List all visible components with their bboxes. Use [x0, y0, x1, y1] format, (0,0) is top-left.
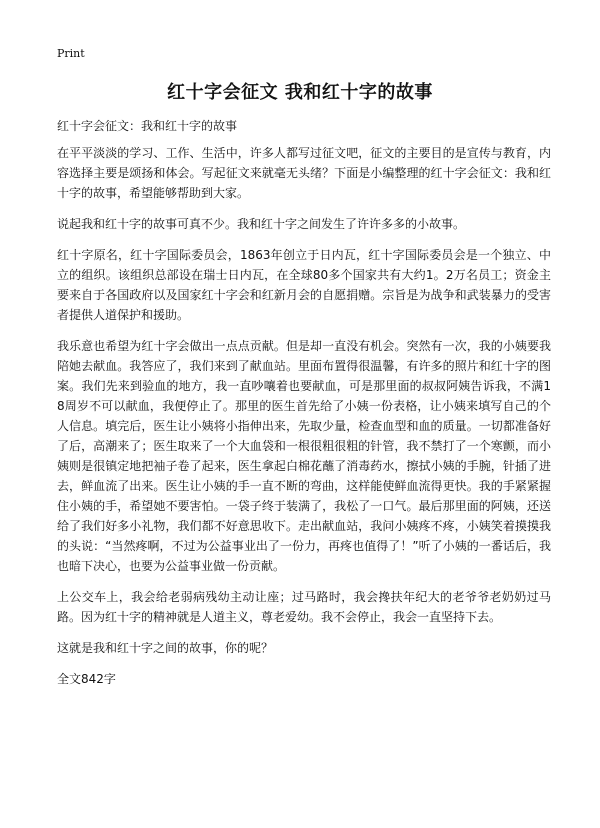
page-title: 红十字会征文 我和红十字的故事	[167, 82, 433, 103]
paragraph-blood-donation: 我乐意也希望为红十字会做出一点点贡献。但是却一直没有机会。突然有一次，我的小姨要我陪她去献血。我答应了，我们来到了献血站。里面布置得很温馨，有许多的照片和红十字的图案。我们先来到验血的地方，我一直吵嚷着也要献血，可是那里面的叔叔阿姨告诉我，不满18周岁不可以献血，我便停止了。那里的医生首先给了小姨一份表格，让小姨来填写自己的个人信息。填完后，医生让小姨将小指伸出来，先取少量，检查血型和血的质量。一切都准备好了后，高潮来了；医生取来了一个大血袋和一根很粗很粗的针管，我不禁打了一个寒颤，而小姨则是很镇定地把袖子卷了起来，医生拿起白棉花蘸了消毒药水，擦拭小姨的手腕，针插了进去，鲜血流了出来。医生让小姨的手一直不断的弯曲，这样能使鲜血流得更快。我的手紧紧握住小姨的手，希望她不要害怕。一袋子终于装满了，我松了一口气。最后那里面的阿姨，还送给了我们好多小礼物，我们都不好意思收下。走出献血站，我问小姨疼不疼，小姨笑着摸摸我的头说：“当然疼啊，不过为公益事业出了一份力，再疼也值得了！”听了小姨的一番话后，我也暗下决心，也要为公益事业做一份贡献。	[57, 339, 551, 573]
paragraph-bus-kindness: 上公交车上，我会给老弱病残幼主动让座；过马路时，我会搀扶年纪大的老爷爷老奶奶过马路。因为红十字的精神就是人道主义，尊老爱幼。我不会停止，我会一直坚持下去。	[57, 590, 551, 624]
print-link[interactable]: Print	[57, 47, 85, 60]
paragraph-red-cross-history: 红十字原名，红十字国际委员会，1863年创立于日内瓦，红十字国际委员会是一个独立、中立的组织。该组织总部设在瑞士日内瓦，在全球80多个国家共有大约1。2万名员工；资金主要来自于各国政府以及国家红十字会和红新月会的自愿捐赠。宗旨是为战争和武装暴力的受害者提供人道保护和援助。	[57, 248, 551, 322]
paragraph-closing: 这就是我和红十字之间的故事，你的呢？	[57, 641, 274, 655]
article-subtitle: 红十字会征文：我和红十字的故事	[57, 119, 238, 133]
article-body	[57, 143, 551, 700]
word-count: 全文842字	[57, 672, 116, 686]
paragraph-intro: 在平平淡淡的学习、工作、生活中，许多人都写过征文吧，征文的主要目的是宣传与教育，内容选择主要是颂扬和体会。写起征文来就毫无头绪？下面是小编整理的红十字会征文：我和红十字的故事，希望能够帮助到大家。	[57, 146, 551, 200]
paragraph-stories: 说起我和红十字的故事可真不少。我和红十字之间发生了许许多多的小故事。	[57, 217, 466, 231]
